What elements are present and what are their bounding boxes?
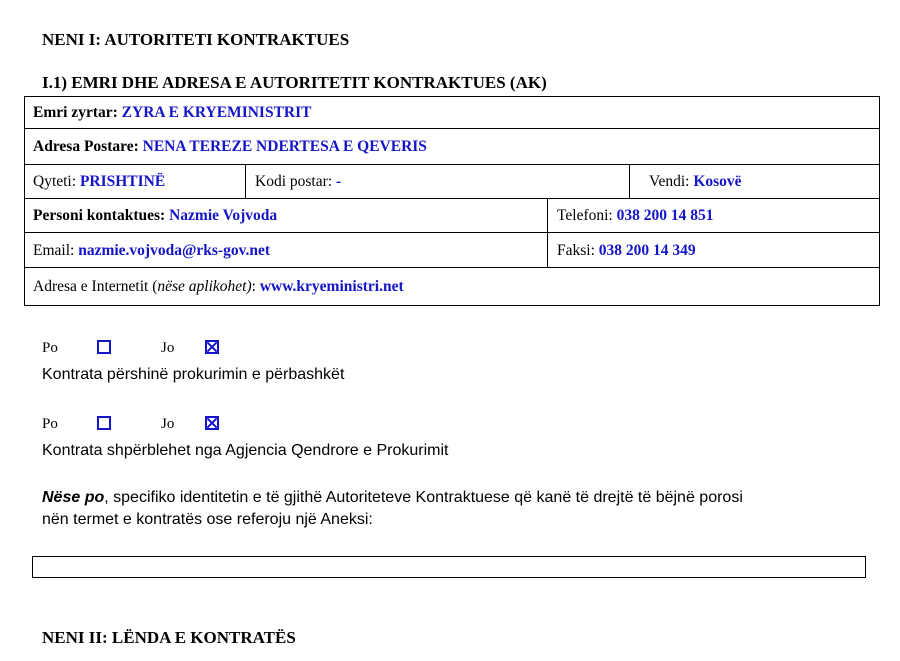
email-value: nazmie.vojvoda@rks-gov.net (78, 241, 271, 259)
city-label: Qyteti: (33, 173, 77, 191)
contact-person-label: Personi kontaktues (33, 207, 161, 225)
city-cell (25, 165, 245, 199)
section-1-title: NENI I: AUTORITETI KONTRAKTUES (42, 30, 350, 49)
row-email (25, 232, 879, 268)
divider (629, 165, 630, 199)
row-contact-person (25, 198, 879, 233)
postal-code-value: - (335, 173, 342, 191)
q1-yes-label: Po (42, 340, 58, 356)
subsection-title: I.1) EMRI DHE ADRESA E AUTORITETIT KONTRAKTUES (AK) (42, 73, 547, 92)
q1-no-label: Jo (161, 340, 175, 356)
authorities-field[interactable] (32, 556, 866, 578)
internet-label: Adresa e Internetit ( (33, 277, 158, 295)
q2-no-checkbox[interactable] (205, 416, 219, 430)
internet-cell: Adresa e Internetit ( nëse aplikohet) : www.kryeministri.net (33, 277, 404, 295)
q2-text: Kontrata shpërblehet nga Agjencia Qendrore e Prokurimit (42, 442, 449, 459)
postal-code-cell (247, 165, 627, 199)
q2-yes-checkbox[interactable] (97, 416, 111, 430)
divider (245, 165, 246, 199)
internet-value: www.kryeministri.net (259, 277, 404, 295)
note-lead: Nëse po (42, 489, 105, 506)
phone-value: 038 200 14 851 (616, 207, 714, 225)
email-cell (25, 233, 545, 268)
row-internet (25, 267, 879, 305)
email-label: Email: (33, 241, 75, 259)
divider (547, 233, 548, 268)
row-official-name (25, 97, 879, 128)
postal-address-value: NENA TEREZE NDERTESA E QEVERIS (142, 138, 427, 156)
q1-no-checkbox[interactable] (205, 340, 219, 354)
postal-address-cell: Adresa Postare : NENA TEREZE NDERTESA E QEVERIS (33, 138, 427, 156)
country-cell (631, 165, 879, 199)
note-line-1 (42, 489, 743, 507)
q1-text: Kontrata përshinë prokurimin e përbashkët (42, 366, 345, 383)
q2-yes-label: Po (42, 416, 58, 432)
q1-yes-checkbox[interactable] (97, 340, 111, 354)
note-text-1: , specifiko identitetin e të gjithë Autoriteteve Kontraktuese që kanë të drejtë të bëjnë porosi (104, 489, 743, 506)
section-2-title: NENI II: LËNDA E KONTRATËS (42, 628, 296, 647)
contracting-authority-table (24, 96, 880, 306)
divider (547, 199, 548, 233)
fax-cell (549, 233, 879, 268)
official-name-cell: Emri zyrtar : ZYRA E KRYEMINISTRIT (33, 103, 312, 121)
phone-cell (549, 199, 879, 233)
fax-value: 038 200 14 349 (598, 241, 696, 259)
note-line-2: nën termet e kontratës ose referoju një Aneksi: (42, 511, 373, 528)
postal-code-label: Kodi postar: (255, 173, 333, 191)
fax-label: Faksi: (557, 241, 595, 259)
row-postal-address (25, 128, 879, 165)
official-name-label: Emri zyrtar (33, 103, 113, 121)
postal-address-label: Adresa Postare (33, 138, 134, 156)
city-value: PRISHTINË (79, 173, 166, 191)
official-name-value: ZYRA E KRYEMINISTRIT (121, 103, 312, 121)
internet-label-note: nëse aplikohet) (157, 277, 252, 295)
contact-person-cell: Personi kontaktues : Nazmie Vojvoda (33, 207, 278, 225)
q2-no-label: Jo (161, 416, 175, 432)
phone-label: Telefoni: (557, 207, 613, 225)
country-label: Vendi: (649, 173, 690, 191)
row-city (25, 164, 879, 199)
contact-person-value: Nazmie Vojvoda (169, 207, 278, 225)
country-value: Kosovë (693, 173, 742, 191)
